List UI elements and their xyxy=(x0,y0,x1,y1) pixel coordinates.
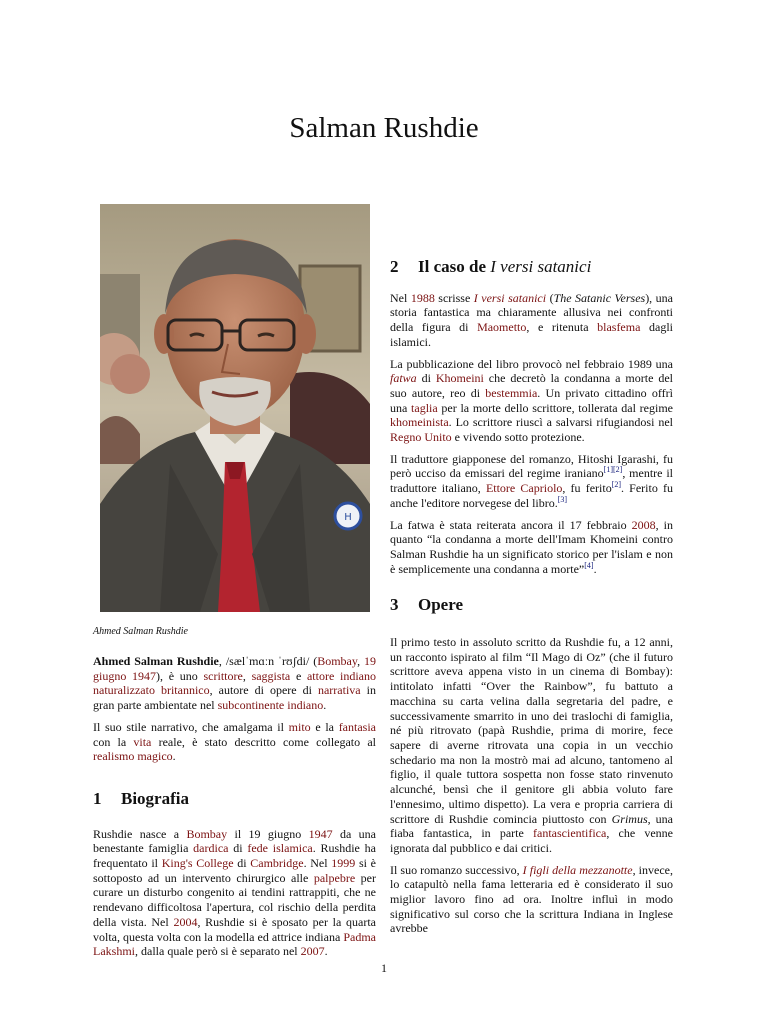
link-attore[interactable]: attore indiano naturalizzato britannico xyxy=(93,668,377,698)
intro-paragraph-2: Il suo stile narrativo, che amalgama il mito e la fantasia con la vita reale, è stato descritto come collegato al realismo magico. xyxy=(93,719,376,764)
link-khomeinista[interactable]: khomeinista xyxy=(390,415,449,430)
right-column xyxy=(390,202,673,943)
link-bestemmia[interactable]: bestemmia xyxy=(485,385,538,400)
ipa-pronunciation: /sælˈmɑːn ˈrʊʃdi/ xyxy=(225,654,310,668)
reference-1-2[interactable]: [1][2] xyxy=(603,465,623,475)
link-bombay[interactable]: Bombay xyxy=(317,654,358,668)
section-heading-biografia: 1 Biografia xyxy=(93,788,189,808)
versi-paragraph-3: Il traduttore giapponese del romanzo, Hitoshi Igarashi, fu però ucciso da emissari del regime iraniano[1][2], mentre il traduttore italiano, Ettore Capriolo, fu ferito[2]. Ferito fu anche l'editore norvegese del libro.[3] xyxy=(390,451,674,510)
link-1988[interactable]: 1988 xyxy=(410,290,435,305)
link-mito[interactable]: mito xyxy=(288,719,311,734)
page-title: Salman Rushdie xyxy=(289,112,479,144)
link-kings-college[interactable]: King's College xyxy=(161,856,234,871)
link-maometto[interactable]: Maometto xyxy=(477,320,527,335)
opere-paragraph-1: Il primo testo in assoluto scritto da Rushdie fu, a 12 anni, un racconto ispirato al film “Il Mago di Oz” (che il futuro scrittore aveva appena visto in un cinema di Bombay): intitolato infatti “Over the Rainbow”, fu battuto a macchina su carta velina dalla segretaria del padre, e successivamente smarrito in uno dei traslochi di famiglia, né più ritrovato (papà Rushdie, prima di morire, fece sapere di averne ritrovata una copia in un vecchio schedario ma non la mostrò mai ad alcuno, tantomeno al figlio, il quale tuttora sospetta non fosse stato rinvenuto alcunché, bensì che il genitore gli abbia voluto fare l'ennesimo, ultimo dispetto). La vera e propria carriera di scrittore di Rushdie comincia piuttosto con Grimus, una fiaba fantastica, in parte fantascientifica, che venne ignorata dal pubblico e dai critici. xyxy=(390,635,674,855)
page-number: 1 xyxy=(381,961,387,975)
biografia-paragraph: Rushdie nasce a Bombay il 19 giugno 1947 da una benestante famiglia dardica di fede islamica. Rushdie ha frequentato il King's College di Cambridge. Nel 1999 si è sottoposto ad un intervento chirurgico alle palpebre per curare un disturbo congenito ai tendini rattrappiti, che ne rendevano difficoltosa l'apertura, col rischio della perdita della vista. Nel 2004, Rushdie si è sposato per la quarta volta, questa volta con la modella ed attrice indiana Padma Lakshmi, dalla quale però si è separato nel 2007. xyxy=(93,826,377,959)
link-fatwa[interactable]: fatwa xyxy=(390,371,417,386)
link-scrittore[interactable]: scrittore xyxy=(203,668,243,683)
badge-letter: H xyxy=(344,512,352,523)
link-taglia[interactable]: taglia xyxy=(411,400,438,415)
link-1999[interactable]: 1999 xyxy=(331,856,356,871)
portrait-photo xyxy=(100,204,370,612)
link-bombay-2[interactable]: Bombay xyxy=(186,826,228,841)
reference-2[interactable]: [2] xyxy=(611,480,622,490)
link-2008[interactable]: 2008 xyxy=(631,517,656,532)
link-narrativa[interactable]: narrativa xyxy=(317,683,361,698)
link-dardica[interactable]: dardica xyxy=(193,841,229,856)
link-birthdate[interactable]: 19 giugno 1947 xyxy=(93,654,377,683)
link-realismo-magico[interactable]: realismo magico xyxy=(93,749,173,764)
section-heading-versi-satanici: 2 Il caso de I versi satanici xyxy=(390,257,592,276)
link-2004[interactable]: 2004 xyxy=(173,914,198,929)
link-2007[interactable]: 2007 xyxy=(300,944,325,959)
photo-caption: Ahmed Salman Rushdie xyxy=(93,626,188,637)
versi-paragraph-1: Nel 1988 scrisse I versi satanici (The Satanic Verses), una storia fantastica ma chiaramente allusiva nei confronti della figura di Maometto, e ritenuta blasfema dagli islamici. xyxy=(390,290,673,349)
link-khomeini[interactable]: Khomeini xyxy=(435,371,484,386)
link-regno-unito[interactable]: Regno Unito xyxy=(390,430,452,445)
reference-3[interactable]: [3] xyxy=(557,494,568,504)
link-fede-islamica[interactable]: fede islamica xyxy=(247,841,313,856)
link-ettore-capriolo[interactable]: Ettore Capriolo xyxy=(485,481,563,496)
opere-paragraph-2: Il suo romanzo successivo, I figli della mezzanotte, invece, lo catapultò nella fama letteraria ed è considerato il suo miglior lavoro fino ad ora. Inoltre influì in modo significativo sul corso che la scrittura Indiana in Inglese avrebbe xyxy=(390,862,673,936)
subject-name: Ahmed Salman Rushdie xyxy=(93,654,219,668)
link-figli-mezzanotte[interactable]: I figli della mezzanotte xyxy=(522,862,633,877)
link-padma-lakshmi[interactable]: Padma Lakshmi xyxy=(93,929,376,959)
column-continuation-space xyxy=(390,202,673,260)
link-vita[interactable]: vita xyxy=(133,734,152,749)
link-saggista[interactable]: saggista xyxy=(251,668,291,683)
link-1947[interactable]: 1947 xyxy=(308,826,333,841)
link-fantascientifica[interactable]: fantascientifica xyxy=(533,826,607,841)
reference-4[interactable]: [4] xyxy=(584,560,594,570)
link-subcontinente[interactable]: subcontinente indiano xyxy=(217,698,324,713)
versi-paragraph-4: La fatwa è stata reiterata ancora il 17 febbraio 2008, in quanto “la condanna a morte dell'Imam Khomeini contro Salman Rushdie ha un significato storico per l'islam e non è semplicemente una condanna a morte”[4]. xyxy=(390,517,673,576)
link-blasfema[interactable]: blasfema xyxy=(597,320,641,335)
left-column xyxy=(93,654,376,966)
link-cambridge[interactable]: Cambridge xyxy=(250,856,304,871)
link-palpebre[interactable]: palpebre xyxy=(313,870,356,885)
intro-paragraph-1: Ahmed Salman Rushdie, /sælˈmɑːn ˈrʊʃdi/ (Bombay, 19 giugno 1947), è uno scrittore, saggista e attore indiano naturalizzato britannico, autore di opere di narrativa in gran parte ambientate nel subcontinente indiano. xyxy=(93,654,377,713)
link-fantasia[interactable]: fantasia xyxy=(338,719,376,734)
link-versi-satanici[interactable]: I versi satanici xyxy=(473,290,547,305)
versi-paragraph-2: La pubblicazione del libro provocò nel febbraio 1989 una fatwa di Khomeini che decretò la condanna a morte del suo autore, reo di bestemmia. Un privato cittadino offrì una taglia per la morte dello scrittore, tollerata dal regime khomeinista. Lo scrittore riuscì a salvarsi rifugiandosi nel Regno Unito e vivendo sotto protezione. xyxy=(390,356,674,445)
section-heading-opere: 3 Opere xyxy=(390,595,464,615)
